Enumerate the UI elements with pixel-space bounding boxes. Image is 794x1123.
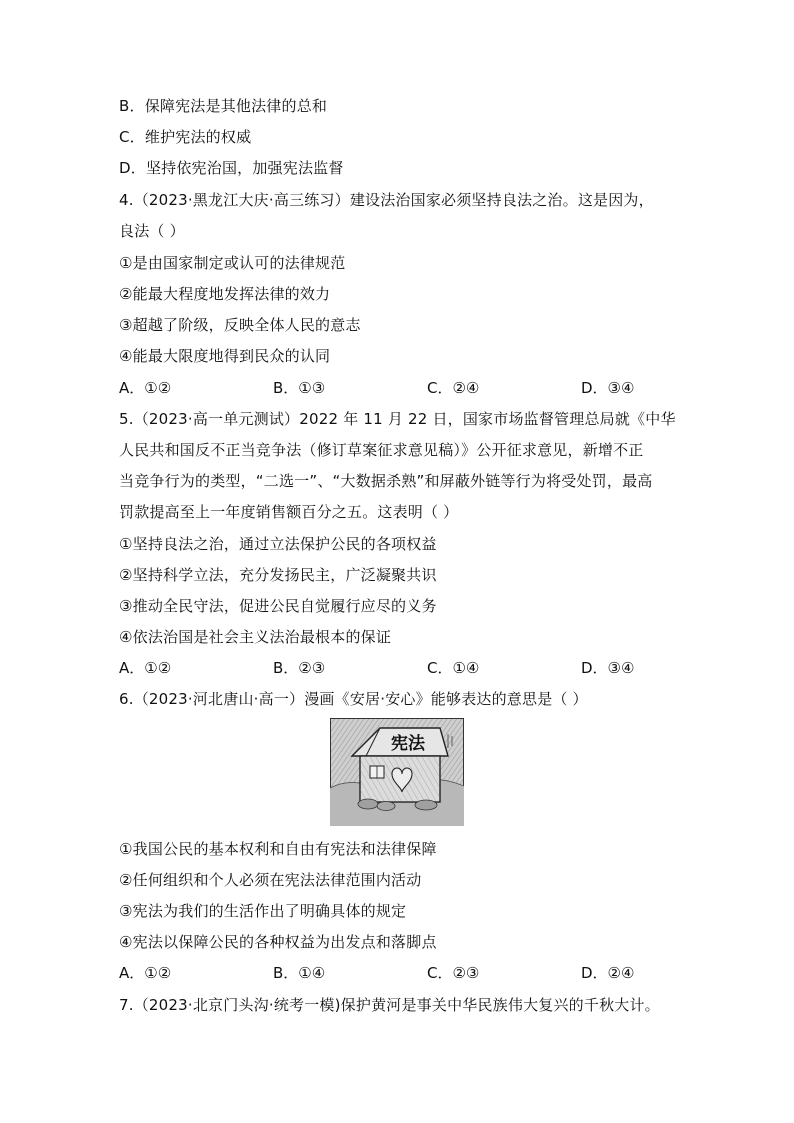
q4-choice-c: C．②④ bbox=[427, 379, 480, 397]
q5-item-3: ③推动全民守法，促进公民自觉履行应尽的义务 bbox=[119, 597, 437, 615]
q5-choice-c: C．①④ bbox=[427, 659, 480, 677]
q5-choice-a: A．①② bbox=[119, 659, 172, 677]
q5-item-1: ①坚持良法之治，通过立法保护公民的各项权益 bbox=[119, 535, 437, 553]
q7-stem: 7.（2023·北京门头沟·统考一模)保护黄河是事关中华民族伟大复兴的千秋大计。 bbox=[119, 996, 660, 1014]
q5-item-2: ②坚持科学立法，充分发扬民主，广泛凝聚共识 bbox=[119, 566, 437, 584]
q6-choice-d: D．②④ bbox=[581, 964, 635, 982]
q4-item-4: ④能最大限度地得到民众的认同 bbox=[119, 347, 331, 365]
cartoon-house-image bbox=[330, 718, 464, 826]
q5-stem-line2: 人民共和国反不正当竞争法（修订草案征求意见稿）》公开征求意见，新增不正 bbox=[119, 441, 644, 459]
q4-choices bbox=[119, 378, 679, 398]
q5-choices bbox=[119, 658, 679, 678]
q5-choice-b: B．②③ bbox=[273, 659, 326, 677]
q4-item-3: ③超越了阶级，反映全体人民的意志 bbox=[119, 316, 361, 334]
q6-choice-c: C．②③ bbox=[427, 964, 480, 982]
q5-stem-line3: 当竞争行为的类型，“二选一”、“大数据杀熟”和屏蔽外链等行为将受处罚，最高 bbox=[119, 472, 653, 490]
q4-stem-line2: 良法（ ） bbox=[119, 222, 185, 240]
q4-item-1: ①是由国家制定或认可的法律规范 bbox=[119, 254, 346, 272]
q4-choice-a: A．①② bbox=[119, 379, 172, 397]
q6-choice-a: A．①② bbox=[119, 964, 172, 982]
q6-item-1: ①我国公民的基本权利和自由有宪法和法律保障 bbox=[119, 840, 437, 858]
q4-choice-b: B．①③ bbox=[273, 379, 326, 397]
q6-item-3: ③宪法为我们的生活作出了明确具体的规定 bbox=[119, 902, 407, 920]
q6-choice-b: B．①④ bbox=[273, 964, 326, 982]
q5-stem-line1: 5.（2023·高一单元测试）2022 年 11 月 22 日，国家市场监督管理总局就《中华 bbox=[119, 410, 676, 428]
q5-item-4: ④依法治国是社会主义法治最根本的保证 bbox=[119, 628, 392, 646]
cartoon-roof-text: 宪法 bbox=[391, 734, 425, 754]
q3-option-c: C．维护宪法的权威 bbox=[119, 128, 252, 146]
q5-choice-d: D．③④ bbox=[581, 659, 635, 677]
q4-stem-line1: 4.（2023·黑龙江大庆·高三练习）建设法治国家必须坚持良法之治。这是因为， bbox=[119, 191, 654, 209]
q6-item-2: ②任何组织和个人必须在宪法法律范围内活动 bbox=[119, 871, 422, 889]
q4-item-2: ②能最大程度地发挥法律的效力 bbox=[119, 285, 331, 303]
q6-choices bbox=[119, 963, 679, 983]
q4-choice-d: D．③④ bbox=[581, 379, 635, 397]
q6-item-4: ④宪法以保障公民的各种权益为出发点和落脚点 bbox=[119, 933, 437, 951]
q6-stem: 6.（2023·河北唐山·高一）漫画《安居·安心》能够表达的意思是（ ） bbox=[119, 690, 588, 708]
q3-option-d: D．坚持依宪治国，加强宪法监督 bbox=[119, 159, 344, 177]
q5-stem-line4: 罚款提高至上一年度销售额百分之五。这表明（ ） bbox=[119, 503, 459, 521]
q3-option-b: B．保障宪法是其他法律的总和 bbox=[119, 97, 328, 115]
